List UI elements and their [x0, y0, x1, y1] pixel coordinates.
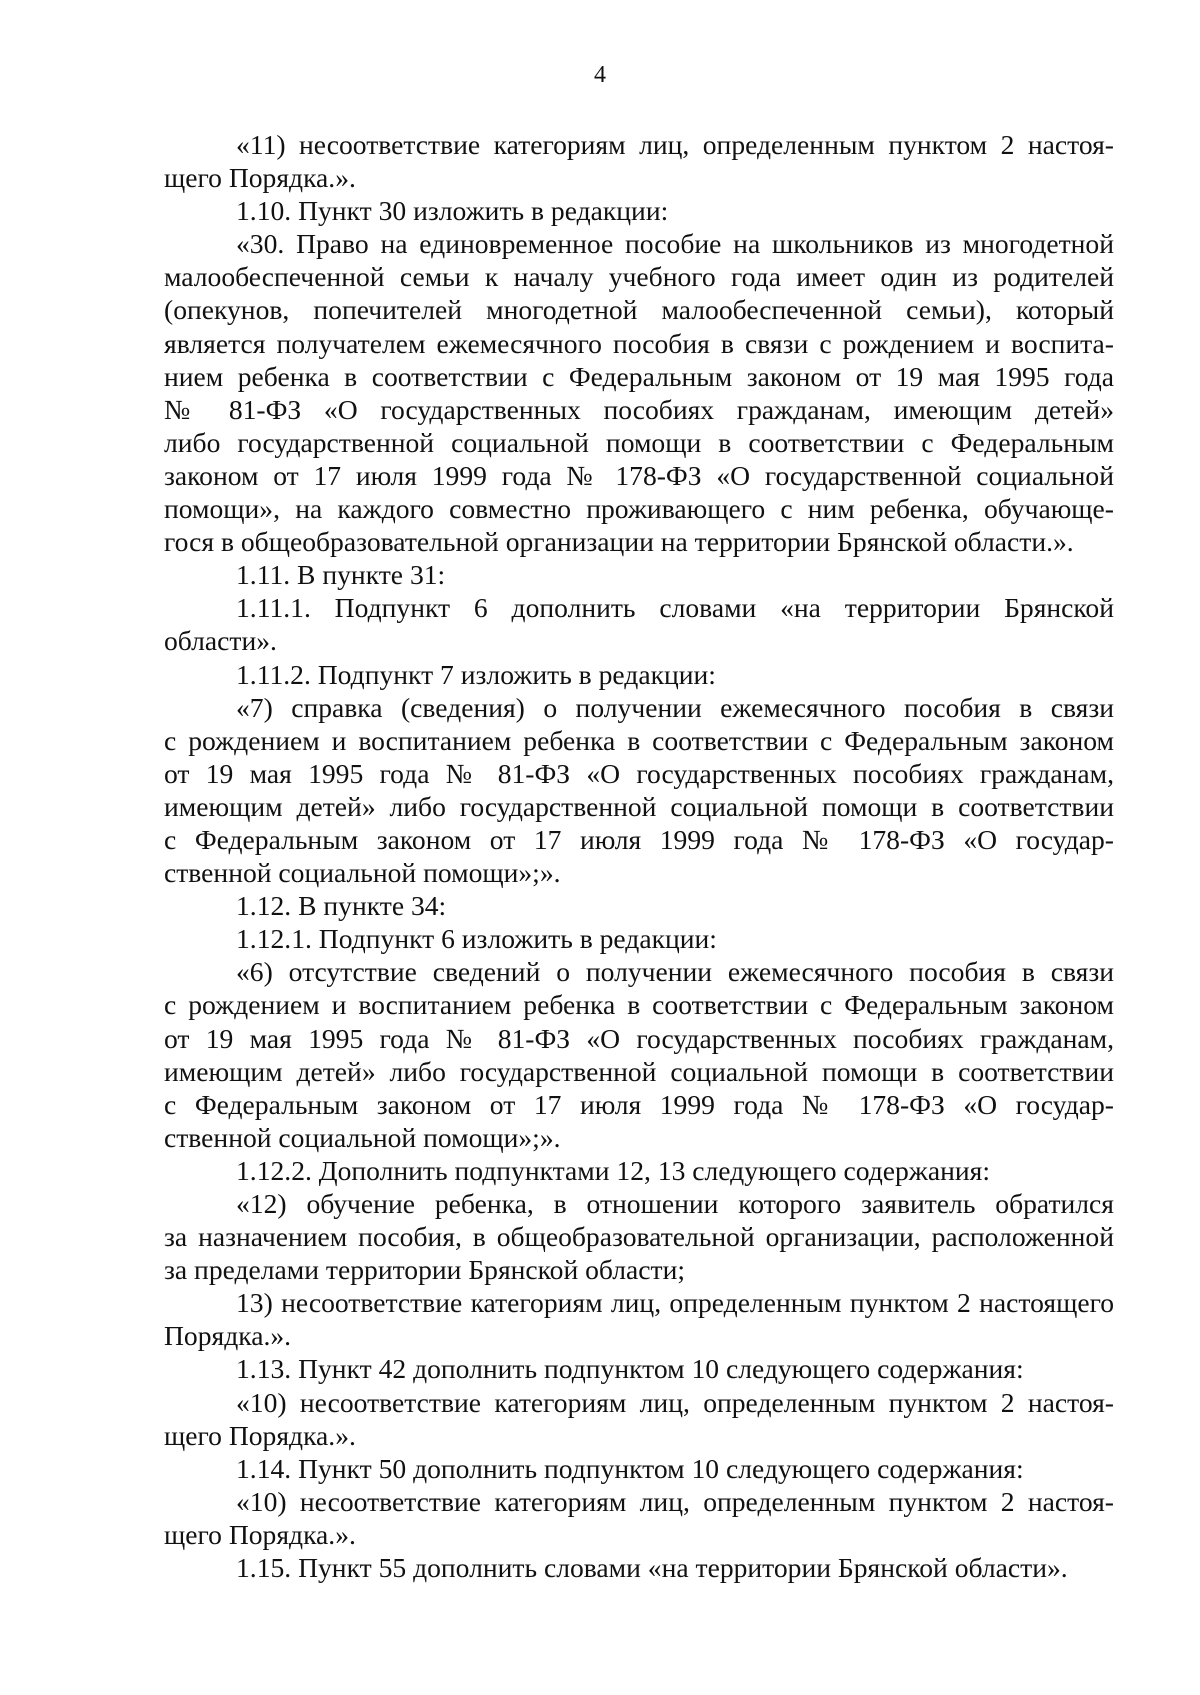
page-number: 4: [594, 62, 606, 88]
text-line: области».: [164, 625, 277, 657]
text-line: «7) справка (сведения) о получении ежемесячного пособия в связи: [236, 691, 1114, 723]
text-line: имеющим детей» либо государственной социальной помощи в соответствии: [164, 790, 1114, 822]
text-line: 1.11. В пункте 31:: [236, 559, 446, 591]
text-line: с рождением и воспитанием ребенка в соответствии с Федеральным законом: [164, 724, 1114, 756]
text-line: является получателем ежемесячного пособия в связи с рождением и воспита-: [164, 327, 1114, 359]
document-body: [164, 128, 1114, 1584]
text-line: щего Порядка.».: [164, 162, 356, 194]
text-line: имеющим детей» либо государственной социальной помощи в соответствии: [164, 1055, 1114, 1087]
text-line: от 19 мая 1995 года № 81-ФЗ «О государственных пособиях гражданам,: [164, 757, 1114, 789]
text-line: с Федеральным законом от 17 июля 1999 года № 178-ФЗ «О государ-: [164, 1088, 1114, 1120]
text-line: за пределами территории Брянской области;: [164, 1254, 686, 1286]
text-line: 1.11.2. Подпункт 7 изложить в редакции:: [236, 658, 716, 690]
text-line: 1.12.1. Подпункт 6 изложить в редакции:: [236, 923, 717, 955]
text-line: щего Порядка.».: [164, 1518, 356, 1550]
text-line: «10) несоответствие категориям лиц, определенным пунктом 2 настоя-: [236, 1485, 1114, 1517]
text-line: помощи», на каждого совместно проживающего с ним ребенка, обучающе-: [164, 493, 1114, 525]
text-line: 1.11.1. Подпункт 6 дополнить словами «на территории Брянской: [236, 592, 1114, 624]
text-line: с Федеральным законом от 17 июля 1999 года № 178-ФЗ «О государ-: [164, 823, 1114, 855]
text-line: либо государственной социальной помощи в соответствии с Федеральным: [164, 426, 1114, 458]
text-line: 1.12.2. Дополнить подпунктами 12, 13 следующего содержания:: [236, 1154, 990, 1186]
text-line: 1.10. Пункт 30 изложить в редакции:: [236, 195, 669, 227]
text-line: 1.15. Пункт 55 дополнить словами «на территории Брянской области».: [236, 1552, 1068, 1584]
text-line: «30. Право на единовременное пособие на школьников из многодетной: [236, 228, 1114, 260]
text-line: Порядка.».: [164, 1320, 292, 1352]
text-line: (опекунов, попечителей многодетной малообеспеченной семьи), который: [164, 294, 1114, 326]
text-line: нием ребенка в соответствии с Федеральным законом от 19 мая 1995 года: [164, 360, 1114, 392]
text-line: «11) несоответствие категориям лиц, определенным пунктом 2 настоя-: [236, 129, 1114, 160]
text-line: ственной социальной помощи»;».: [164, 857, 561, 889]
text-line: ственной социальной помощи»;».: [164, 1121, 561, 1153]
text-line: 1.13. Пункт 42 дополнить подпунктом 10 следующего содержания:: [236, 1353, 1024, 1385]
text-line: щего Порядка.».: [164, 1419, 356, 1451]
text-line: малообеспеченной семьи к началу учебного года имеет один из родителей: [164, 261, 1114, 293]
text-line: «12) обучение ребенка, в отношении которого заявитель обратился: [236, 1188, 1114, 1219]
text-line: 13) несоответствие категориям лиц, определенным пунктом 2 настоящего: [236, 1287, 1114, 1319]
text-line: 1.12. В пункте 34:: [236, 890, 447, 922]
text-line: № 81-ФЗ «О государственных пособиях гражданам, имеющим детей»: [164, 393, 1114, 425]
text-line: от 19 мая 1995 года № 81-ФЗ «О государственных пособиях гражданам,: [164, 1022, 1114, 1054]
text-line: гося в общеобразовательной организации на территории Брянской области.».: [164, 526, 1074, 558]
text-line: за назначением пособия, в общеобразовательной организации, расположенной: [164, 1221, 1114, 1253]
text-line: 1.14. Пункт 50 дополнить подпунктом 10 следующего содержания:: [236, 1452, 1024, 1484]
text-line: «6) отсутствие сведений о получении ежемесячного пособия в связи: [236, 956, 1114, 988]
text-line: «10) несоответствие категориям лиц, определенным пунктом 2 настоя-: [236, 1386, 1114, 1418]
text-line: законом от 17 июля 1999 года № 178-ФЗ «О государственной социальной: [164, 459, 1114, 491]
text-line: с рождением и воспитанием ребенка в соответствии с Федеральным законом: [164, 989, 1114, 1021]
